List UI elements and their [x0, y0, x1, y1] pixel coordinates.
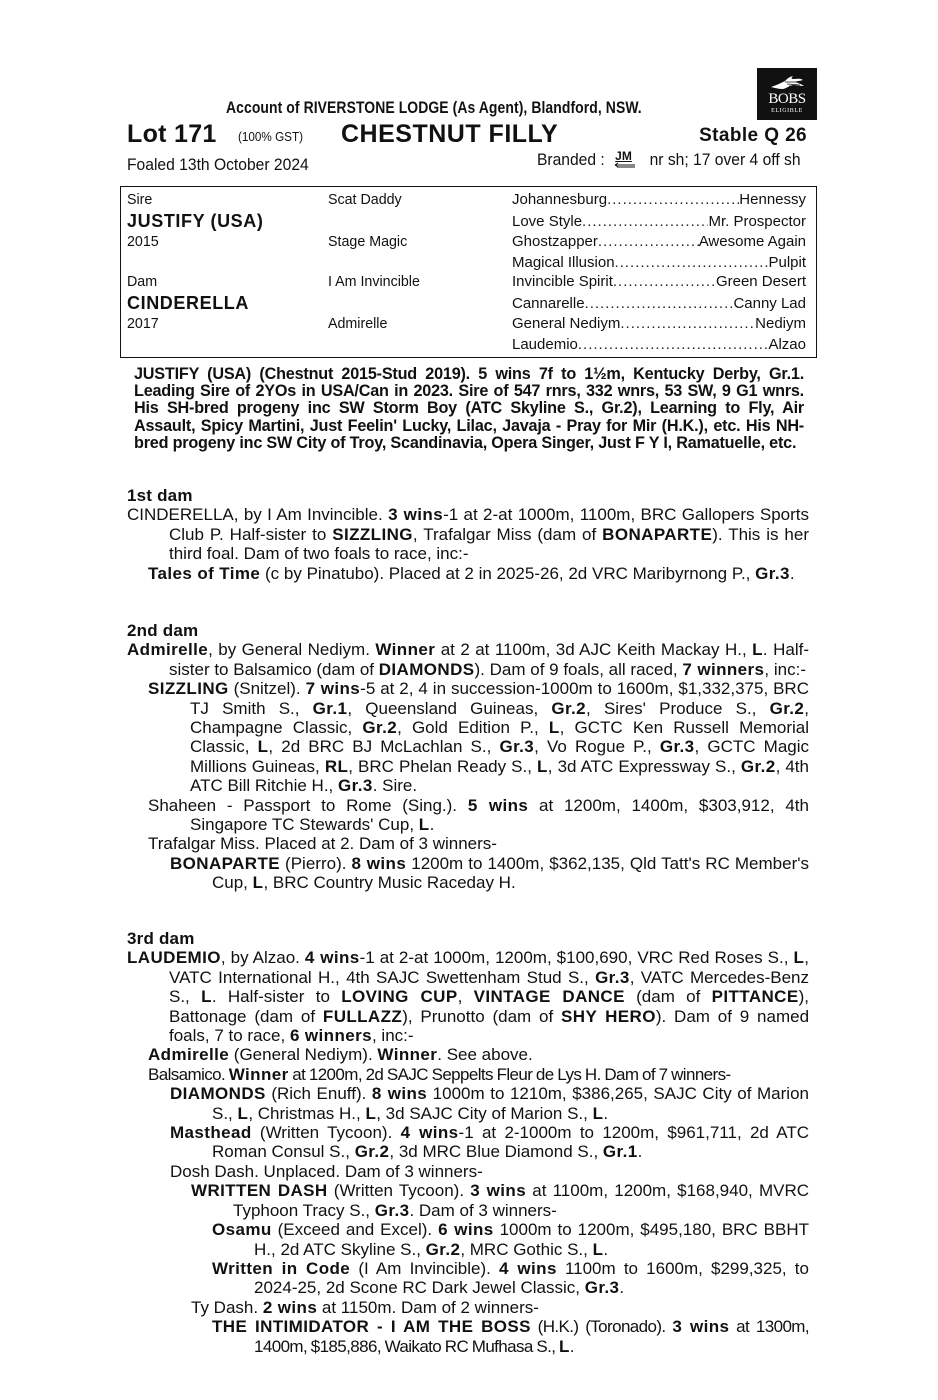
bold-highlight: Gr.3: [338, 776, 373, 796]
horse-head-icon: [767, 73, 807, 93]
bold-highlight: 3 wins: [470, 1181, 527, 1201]
dam-label: Dam: [127, 273, 158, 290]
logo-title: BOBS: [768, 91, 806, 107]
first-dam-section: [127, 486, 809, 583]
lot-header: [127, 120, 807, 150]
dam-sire: I Am Invincible: [328, 273, 420, 290]
bold-highlight: Gr.3: [755, 563, 790, 583]
bold-highlight: L: [559, 1336, 570, 1356]
bold-highlight: Admirelle: [127, 640, 209, 660]
bold-highlight: WRITTEN DASH: [191, 1181, 328, 1201]
bold-highlight: SIZZLING: [332, 524, 413, 544]
bold-highlight: L: [537, 756, 548, 776]
sire-name: JUSTIFY (USA): [127, 211, 264, 231]
gen3-row: Love Style ..... Mr. Prospector: [512, 212, 806, 232]
bold-highlight: 5 wins: [467, 795, 529, 815]
bold-highlight: Gr.3: [584, 1278, 620, 1298]
entry-list: [127, 505, 809, 583]
bold-highlight: L: [252, 873, 264, 893]
gen3-row: Ghostzapper ..... Awesome Again: [512, 232, 806, 252]
bold-highlight: RL: [324, 756, 349, 776]
sire-label: Sire: [127, 191, 153, 208]
bold-highlight: PITTANCE: [711, 987, 799, 1007]
bold-highlight: Gr.2: [740, 756, 776, 776]
lot-number: Lot 171: [127, 120, 217, 148]
pedigree-entry: Admirelle, by General Nediym. Winner at 2 at 1100m, 3d AJC Keith Mackay H., L. Half-sister to Balsamico (dam of DIAMONDS). Dam of 9 foals, all raced, 7 winners, inc:-: [127, 640, 809, 679]
bold-highlight: Gr.3: [659, 737, 695, 757]
pedigree-entry: BONAPARTE (Pierro). 8 wins 1200m to 1400m, $362,135, Qld Tatt's RC Member's Cup, L, BRC Country Music Raceday H.: [170, 853, 809, 893]
dam-dam: Admirelle: [328, 315, 388, 332]
bold-highlight: L: [548, 718, 560, 738]
vendor-line: Account of RIVERSTONE LODGE (As Agent), Blandford, NSW.: [226, 98, 642, 117]
pedigree-entry: Ty Dash. 2 wins at 1150m. Dam of 2 winners-: [191, 1297, 539, 1317]
sire-sire: Scat Daddy: [328, 191, 402, 208]
bold-highlight: L: [752, 640, 763, 660]
bold-highlight: Tales of Time: [148, 563, 261, 583]
second-dam-section: [127, 621, 809, 893]
stable-location: Stable Q 26: [699, 125, 807, 146]
bold-highlight: SIZZLING: [148, 679, 229, 699]
pedigree-entry: Written in Code (I Am Invincible). 4 wins 1100m to 1600m, $299,325, to 2024-25, 2d Scone RC Dark Jewel Classic, Gr.3.: [212, 1258, 809, 1298]
bold-highlight: 8 wins: [371, 1084, 428, 1104]
pedigree-entry: LAUDEMIO, by Alzao. 4 wins-1 at 2-at 1000m, 1200m, $100,690, VRC Red Roses S., L, VATC International H., 4th SAJC Swettenham Stud S., Gr.3, VATC Mercedes-Benz S., L. Half-sister to LOVING CUP, VINTAGE DANCE (dam of PITTANCE), Battonage (dam of FULLAZZ), Prunotto (dam of SHY HERO). Dam of 9 named foals, 7 to race, 6 winners, inc:-: [127, 948, 810, 1046]
bobs-eligible-logo: [757, 68, 817, 120]
bold-highlight: 6 wins: [438, 1220, 494, 1240]
bold-highlight: L: [257, 737, 269, 757]
bold-highlight: Gr.3: [595, 967, 630, 987]
pedigree-entry: SIZZLING (Snitzel). 7 wins-5 at 2, 4 in succession-1000m to 1600m, $1,332,375, BRC TJ Smith S., Gr.1, Queensland Guineas, Gr.2, Sires' Produce S., Gr.2, Champagne Classic, Gr.2, Gold Edition P., L, GCTC Ken Russell Memorial Classic, L, 2d BRC BJ McLachlan S., Gr.3, Vo Rogue P., Gr.3, GCTC Magic Millions Guineas, RL, BRC Phelan Ready S., L, 3d ATC Expressway S., Gr.2, 4th ATC Bill Ritchie H., Gr.3. Sire.: [148, 679, 809, 796]
pedigree-entry: Tales of Time (c by Pinatubo). Placed at 2 in 2025-26, 2d VRC Maribyrnong P., Gr.3.: [148, 563, 795, 583]
branded-detail: nr sh; 17 over 4 off sh: [649, 150, 801, 169]
bold-highlight: Gr.3: [499, 737, 535, 757]
bold-highlight: 2 wins: [262, 1297, 318, 1317]
bold-highlight: Gr.2: [425, 1239, 461, 1259]
pedigree-entry: DIAMONDS (Rich Enuff). 8 wins 1000m to 1210m, $386,265, SAJC City of Marion S., L, Christmas H., L, 3d SAJC City of Marion S., L.: [170, 1084, 809, 1123]
bold-highlight: Gr.2: [769, 698, 805, 718]
pedigree-entry: Osamu (Exceed and Excel). 6 wins 1000m to 1200m, $495,180, BRC BBHT H., 2d ATC Skyline S., Gr.2, MRC Gothic S., L.: [212, 1220, 809, 1259]
pedigree-entry: Admirelle (General Nediym). Winner. See above.: [148, 1045, 533, 1065]
pedigree-entry: CINDERELLA, by I Am Invincible. 3 wins-1 at 2-at 1000m, 1100m, BRC Gallopers Sports Club P. Half-sister to SIZZLING, Trafalgar Miss (dam of BONAPARTE). This is her third foal. Dam of two foals to race, inc:-: [127, 505, 810, 564]
bold-highlight: BONAPARTE: [170, 853, 281, 873]
pedigree-table: [120, 186, 817, 358]
bold-highlight: L: [793, 948, 805, 968]
bold-highlight: Masthead: [170, 1123, 252, 1143]
bold-highlight: LOVING CUP: [341, 987, 458, 1007]
dam-year: 2017: [127, 315, 159, 332]
bold-highlight: SHY HERO: [561, 1006, 656, 1026]
bold-highlight: 6 winners: [289, 1026, 372, 1046]
bold-highlight: Gr.1: [602, 1142, 638, 1162]
sire-dam: Stage Magic: [328, 233, 408, 250]
bold-highlight: VINTAGE DANCE: [473, 987, 625, 1007]
bold-highlight: L: [201, 987, 212, 1007]
bold-highlight: L: [237, 1103, 249, 1123]
bold-highlight: 3 wins: [672, 1317, 730, 1337]
section-heading: 1st dam: [127, 486, 193, 505]
bold-highlight: THE INTIMIDATOR - I AM THE BOSS: [212, 1317, 531, 1337]
pedigree-entry: Trafalgar Miss. Placed at 2. Dam of 3 winners-: [148, 834, 497, 854]
bold-highlight: 7 wins: [305, 679, 361, 699]
sire-summary: JUSTIFY (USA) (Chestnut 2015-Stud 2019). 5 wins 7f to 1½m, Kentucky Derby, Gr.1. Leading Sire of 2YOs in USA/Can in 2023. Sire of 547 rnrs, 332 wnrs, 53 SW, 9 G1 wnrs. His SH-bred progeny inc SW Storm Boy (ATC Skyline S., Gr.2), Learning to Fly, Air Assault, Spicy Martini, Just Feelin' Lucky, Lilac, Javaja - Pray for Mir (H.K.), etc. His NH-bred progeny inc SW City of Troy, Scandinavia, Opera Singer, Just F Y I, Ramatuelle, etc.: [134, 365, 804, 452]
bold-highlight: Admirelle: [148, 1045, 230, 1065]
bold-highlight: Gr.2: [362, 718, 398, 738]
bold-highlight: BONAPARTE: [602, 524, 713, 544]
bold-highlight: LAUDEMIO: [127, 948, 221, 968]
dam-name: CINDERELLA: [127, 293, 249, 313]
section-heading: 2nd dam: [127, 621, 199, 640]
pedigree-entry: Balsamico. Winner at 1200m, 2d SAJC Seppelts Fleur de Lys H. Dam of 7 winners-: [148, 1064, 731, 1084]
bold-highlight: Osamu: [212, 1220, 272, 1240]
logo-subtitle: ELIGIBLE: [771, 108, 803, 114]
bold-highlight: FULLAZZ: [322, 1006, 403, 1026]
bold-highlight: Winner: [377, 1045, 438, 1065]
branded-label: Branded :: [536, 150, 605, 169]
entry-list: [127, 640, 809, 892]
bold-highlight: Gr.2: [551, 698, 587, 718]
pedigree-entry: Shaheen - Passport to Rome (Sing.). 5 wins at 1200m, 1400m, $303,912, 4th Singapore TC Stewards' Cup, L.: [148, 795, 809, 835]
bold-highlight: Written in Code: [212, 1258, 351, 1278]
bold-highlight: 7 winners: [682, 659, 765, 679]
bold-highlight: DIAMONDS: [170, 1084, 266, 1104]
gen3-row: General Nediym ..... Nediym: [512, 314, 806, 334]
sire-year: 2015: [127, 233, 159, 250]
gen3-row: Magical Illusion ..... Pulpit: [512, 253, 806, 273]
gen3-row: Cannarelle ..... Canny Lad: [512, 294, 806, 314]
bold-highlight: L: [592, 1103, 604, 1123]
gen3-row: Invincible Spirit ..... Green Desert: [512, 272, 806, 292]
bold-highlight: DIAMONDS: [378, 659, 475, 679]
brand-symbol-icon: JM: [613, 150, 637, 170]
section-heading: 3rd dam: [127, 929, 195, 948]
bold-highlight: L: [418, 815, 430, 835]
bold-highlight: Winner: [228, 1064, 289, 1084]
entry-list: [127, 948, 809, 1356]
bold-highlight: Gr.3: [374, 1200, 410, 1220]
pedigree-entry: Dosh Dash. Unplaced. Dam of 3 winners-: [170, 1161, 483, 1181]
bold-highlight: 4 wins: [499, 1258, 557, 1278]
bold-highlight: Gr.1: [312, 698, 348, 718]
bold-highlight: 4 wins: [400, 1123, 459, 1143]
foaled-date: Foaled 13th October 2024: [127, 155, 309, 174]
bold-highlight: 3 wins: [388, 505, 444, 525]
bold-highlight: 8 wins: [351, 853, 407, 873]
pedigree-entry: Masthead (Written Tycoon). 4 wins-1 at 2-1000m to 1200m, $961,711, 2d ATC Roman Consul S., Gr.2, 3d MRC Blue Diamond S., Gr.1.: [170, 1123, 809, 1162]
gen3-row: Laudemio ..... Alzao: [512, 335, 806, 355]
gen3-row: Johannesburg ..... Hennessy: [512, 190, 806, 210]
pedigree-entry: WRITTEN DASH (Written Tycoon). 3 wins at 1100m, 1200m, $168,940, MVRC Typhoon Tracy S., Gr.3. Dam of 3 winners-: [191, 1181, 809, 1220]
bold-highlight: L: [592, 1239, 604, 1259]
bold-highlight: Gr.2: [354, 1142, 390, 1162]
bold-highlight: 4 wins: [304, 948, 360, 968]
pedigree-entry: THE INTIMIDATOR - I AM THE BOSS (H.K.) (Toronado). 3 wins at 1300m, 1400m, $185,886, Waikato RC Mufhasa S., L.: [212, 1317, 809, 1356]
brand-info: [534, 150, 807, 170]
bold-highlight: Winner: [375, 640, 436, 660]
bold-highlight: L: [365, 1103, 377, 1123]
gst-note: (100% GST): [238, 129, 304, 144]
third-dam-section: [127, 929, 809, 1356]
lot-description: CHESTNUT FILLY: [341, 120, 559, 148]
